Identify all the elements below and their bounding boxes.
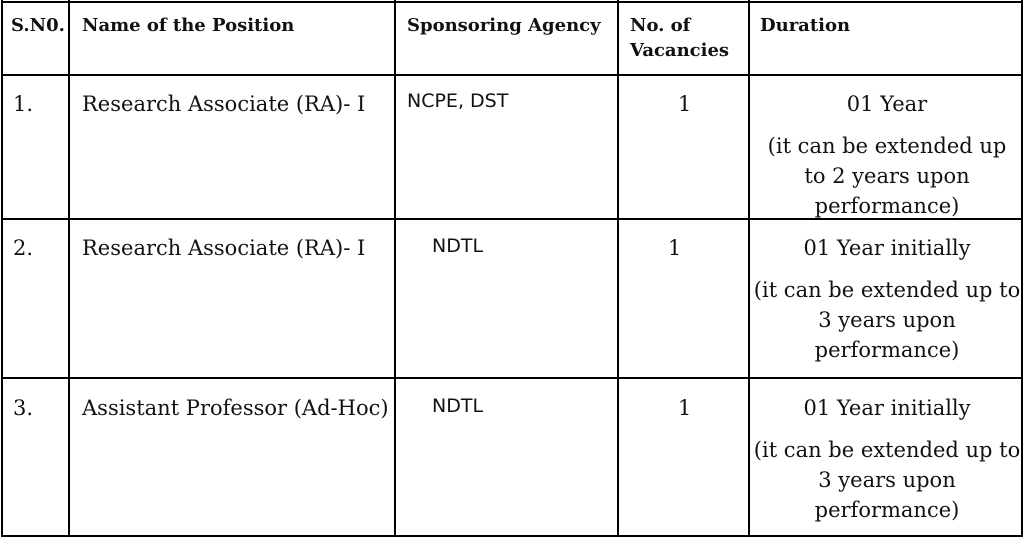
row-3-duration <box>752 393 1022 525</box>
header-sno: S.N0. <box>11 15 65 36</box>
row-3-vacancies: 1 <box>678 396 692 420</box>
row-2-agency: NDTL <box>432 235 484 257</box>
row-2-vacancies: 1 <box>668 236 682 260</box>
row-2-duration-note: (it can be extended up to 3 years upon performance) <box>753 278 1021 362</box>
column-divider <box>748 0 750 537</box>
header-vacancies-line2: Vacancies <box>630 40 730 61</box>
header-divider <box>1 74 1023 76</box>
row-3-duration-note: (it can be extended up to 3 years upon performance) <box>753 438 1021 522</box>
row-1-duration <box>752 89 1022 221</box>
row-3-duration-main: 01 Year initially <box>803 396 971 420</box>
row-2-sno: 2. <box>13 236 34 260</box>
row-1-sno: 1. <box>13 92 34 116</box>
row-2-position: Research Associate (RA)- I <box>82 236 366 260</box>
column-divider <box>68 0 70 537</box>
row-3-position: Assistant Professor (Ad-Hoc) <box>82 396 389 420</box>
row-divider <box>1 377 1023 379</box>
column-divider <box>617 0 619 537</box>
column-divider <box>394 0 396 537</box>
header-agency: Sponsoring Agency <box>407 15 601 36</box>
row-1-agency: NCPE, DST <box>407 90 509 112</box>
row-1-vacancies: 1 <box>678 92 692 116</box>
row-1-duration-main: 01 Year <box>846 92 928 116</box>
row-1-duration-note: (it can be extended up to 2 years upon performance) <box>767 134 1007 218</box>
row-2-duration <box>752 233 1022 365</box>
row-2-duration-main: 01 Year initially <box>803 236 971 260</box>
row-3-sno: 3. <box>13 396 34 420</box>
row-3-agency: NDTL <box>432 395 484 417</box>
header-vacancies-line1: No. of <box>630 15 691 36</box>
header-duration: Duration <box>760 15 851 36</box>
header-position: Name of the Position <box>82 15 295 36</box>
row-1-position: Research Associate (RA)- I <box>82 92 366 116</box>
table-border-top <box>1 1 1023 3</box>
column-divider <box>1 0 3 537</box>
